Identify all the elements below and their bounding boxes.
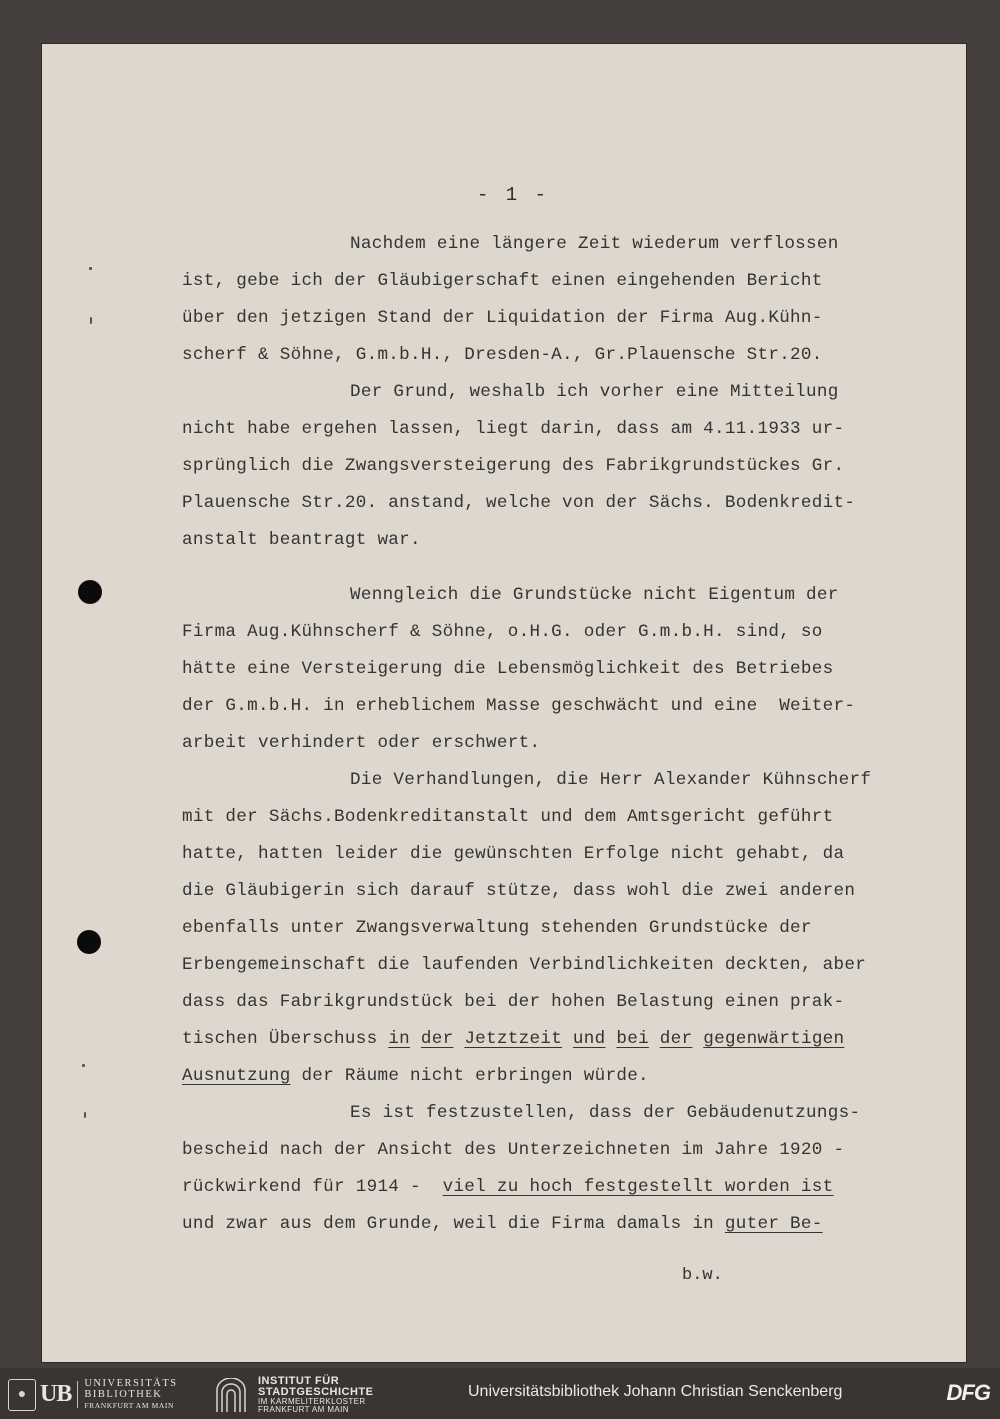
ub-logo[interactable] xyxy=(8,1378,178,1411)
text-line: ist, gebe ich der Gläubigerschaft einen eingehenden Bericht xyxy=(182,271,823,291)
ub-logo-text xyxy=(84,1378,177,1411)
text-line: der G.m.b.H. in erheblichem Masse geschwächt und eine Weiter- xyxy=(182,696,856,716)
text-line: nicht habe ergehen lassen, liegt darin, dass am 4.11.1933 ur- xyxy=(182,419,845,439)
text-line: Die Verhandlungen, die Herr Alexander Kühnscherf xyxy=(350,770,872,790)
ub-logo-mark: UB xyxy=(40,1381,78,1408)
isg-logo-line: FRANKFURT AM MAIN xyxy=(258,1405,349,1414)
speck-mark xyxy=(89,267,92,270)
text-line: anstalt beantragt war. xyxy=(182,530,421,550)
underlined-word: in xyxy=(388,1029,411,1049)
ub-seal-icon: ● xyxy=(8,1379,36,1411)
speck-mark xyxy=(90,317,92,324)
speck-mark xyxy=(82,1064,85,1067)
text-segment: der Räume nicht erbringen würde. xyxy=(290,1066,649,1086)
footer-library-link[interactable]: Universitätsbibliothek Johann Christian Senckenberg xyxy=(468,1383,843,1400)
ub-logo-line: UNIVERSITÄTS xyxy=(84,1378,178,1389)
text-line: Erbengemeinschaft die laufenden Verbindlichkeiten deckten, aber xyxy=(182,955,867,975)
text-line: hätte eine Versteigerung die Lebensmöglichkeit des Betriebes xyxy=(182,659,834,679)
turn-over-note: b.w. xyxy=(682,1266,723,1285)
isg-logo-line: IM KARMELITERKLOSTER xyxy=(258,1397,366,1406)
text-segment: und zwar aus dem Grunde, weil die Firma damals in xyxy=(182,1214,725,1234)
text-line: über den jetzigen Stand der Liquidation der Firma Aug.Kühn- xyxy=(182,308,823,328)
isg-logo-line: STADTGESCHICHTE xyxy=(258,1386,374,1398)
text-line: mit der Sächs.Bodenkreditanstalt und dem Amtsgericht geführt xyxy=(182,807,834,827)
text-line: bescheid nach der Ansicht des Unterzeichneten im Jahre 1920 - xyxy=(182,1140,845,1160)
isg-logo[interactable] xyxy=(214,1376,373,1414)
page-number: - 1 - xyxy=(476,184,549,206)
text-segment: rückwirkend für 1914 - xyxy=(182,1177,443,1197)
ub-logo-line: BIBLIOTHEK xyxy=(84,1389,163,1400)
text-line xyxy=(182,1058,942,1095)
text-line xyxy=(182,1206,942,1243)
underlined-word: der xyxy=(659,1029,693,1049)
text-line: Firma Aug.Kühnscherf & Söhne, o.H.G. oder G.m.b.H. sind, so xyxy=(182,622,823,642)
underlined-word: der xyxy=(420,1029,454,1049)
text-line: Der Grund, weshalb ich vorher eine Mitteilung xyxy=(350,382,839,402)
text-line: sprünglich die Zwangsversteigerung des Fabrikgrundstückes Gr. xyxy=(182,456,845,476)
dfg-logo[interactable]: DFG xyxy=(946,1380,990,1405)
underlined-word: und xyxy=(572,1029,606,1049)
isg-logo-line: INSTITUT FÜR xyxy=(258,1375,340,1387)
text-line: Es ist festzustellen, dass der Gebäudenutzungs- xyxy=(350,1103,861,1123)
text-line: Plauensche Str.20. anstand, welche von der Sächs. Bodenkredit- xyxy=(182,493,856,513)
punch-hole-bottom xyxy=(77,930,101,954)
letter-body xyxy=(182,226,942,1243)
speck-mark xyxy=(84,1112,86,1118)
isg-logo-text xyxy=(258,1376,373,1414)
text-line: arbeit verhindert oder erschwert. xyxy=(182,733,541,753)
punch-hole-top xyxy=(78,580,102,604)
text-line: scherf & Söhne, G.m.b.H., Dresden-A., Gr.Plauensche Str.20. xyxy=(182,345,823,365)
underlined-phrase: guter Be- xyxy=(724,1214,823,1234)
underlined-word: Ausnutzung xyxy=(182,1066,291,1086)
text-line xyxy=(182,1021,942,1058)
text-line: ebenfalls unter Zwangsverwaltung stehenden Grundstücke der xyxy=(182,918,812,938)
text-line xyxy=(182,1169,942,1206)
isg-arch-icon xyxy=(214,1378,248,1412)
footer-bar xyxy=(0,1368,1000,1419)
underlined-word: gegenwärtigen xyxy=(703,1029,845,1049)
text-line: Wenngleich die Grundstücke nicht Eigentum der xyxy=(350,585,839,605)
underlined-word: Jetztzeit xyxy=(464,1029,563,1049)
underlined-word: bei xyxy=(616,1029,649,1049)
document-page xyxy=(42,44,966,1362)
text-line: dass das Fabrikgrundstück bei der hohen Belastung einen prak- xyxy=(182,992,845,1012)
ub-logo-line: FRANKFURT AM MAIN xyxy=(84,1401,174,1410)
text-line: hatte, hatten leider die gewünschten Erfolge nicht gehabt, da xyxy=(182,844,845,864)
text-line: Nachdem eine längere Zeit wiederum verflossen xyxy=(350,234,839,254)
text-line: die Gläubigerin sich darauf stütze, dass wohl die zwei anderen xyxy=(182,881,856,901)
underlined-phrase: viel zu hoch festgestellt worden ist xyxy=(442,1177,834,1197)
text-segment: tischen Überschuss xyxy=(182,1029,389,1049)
